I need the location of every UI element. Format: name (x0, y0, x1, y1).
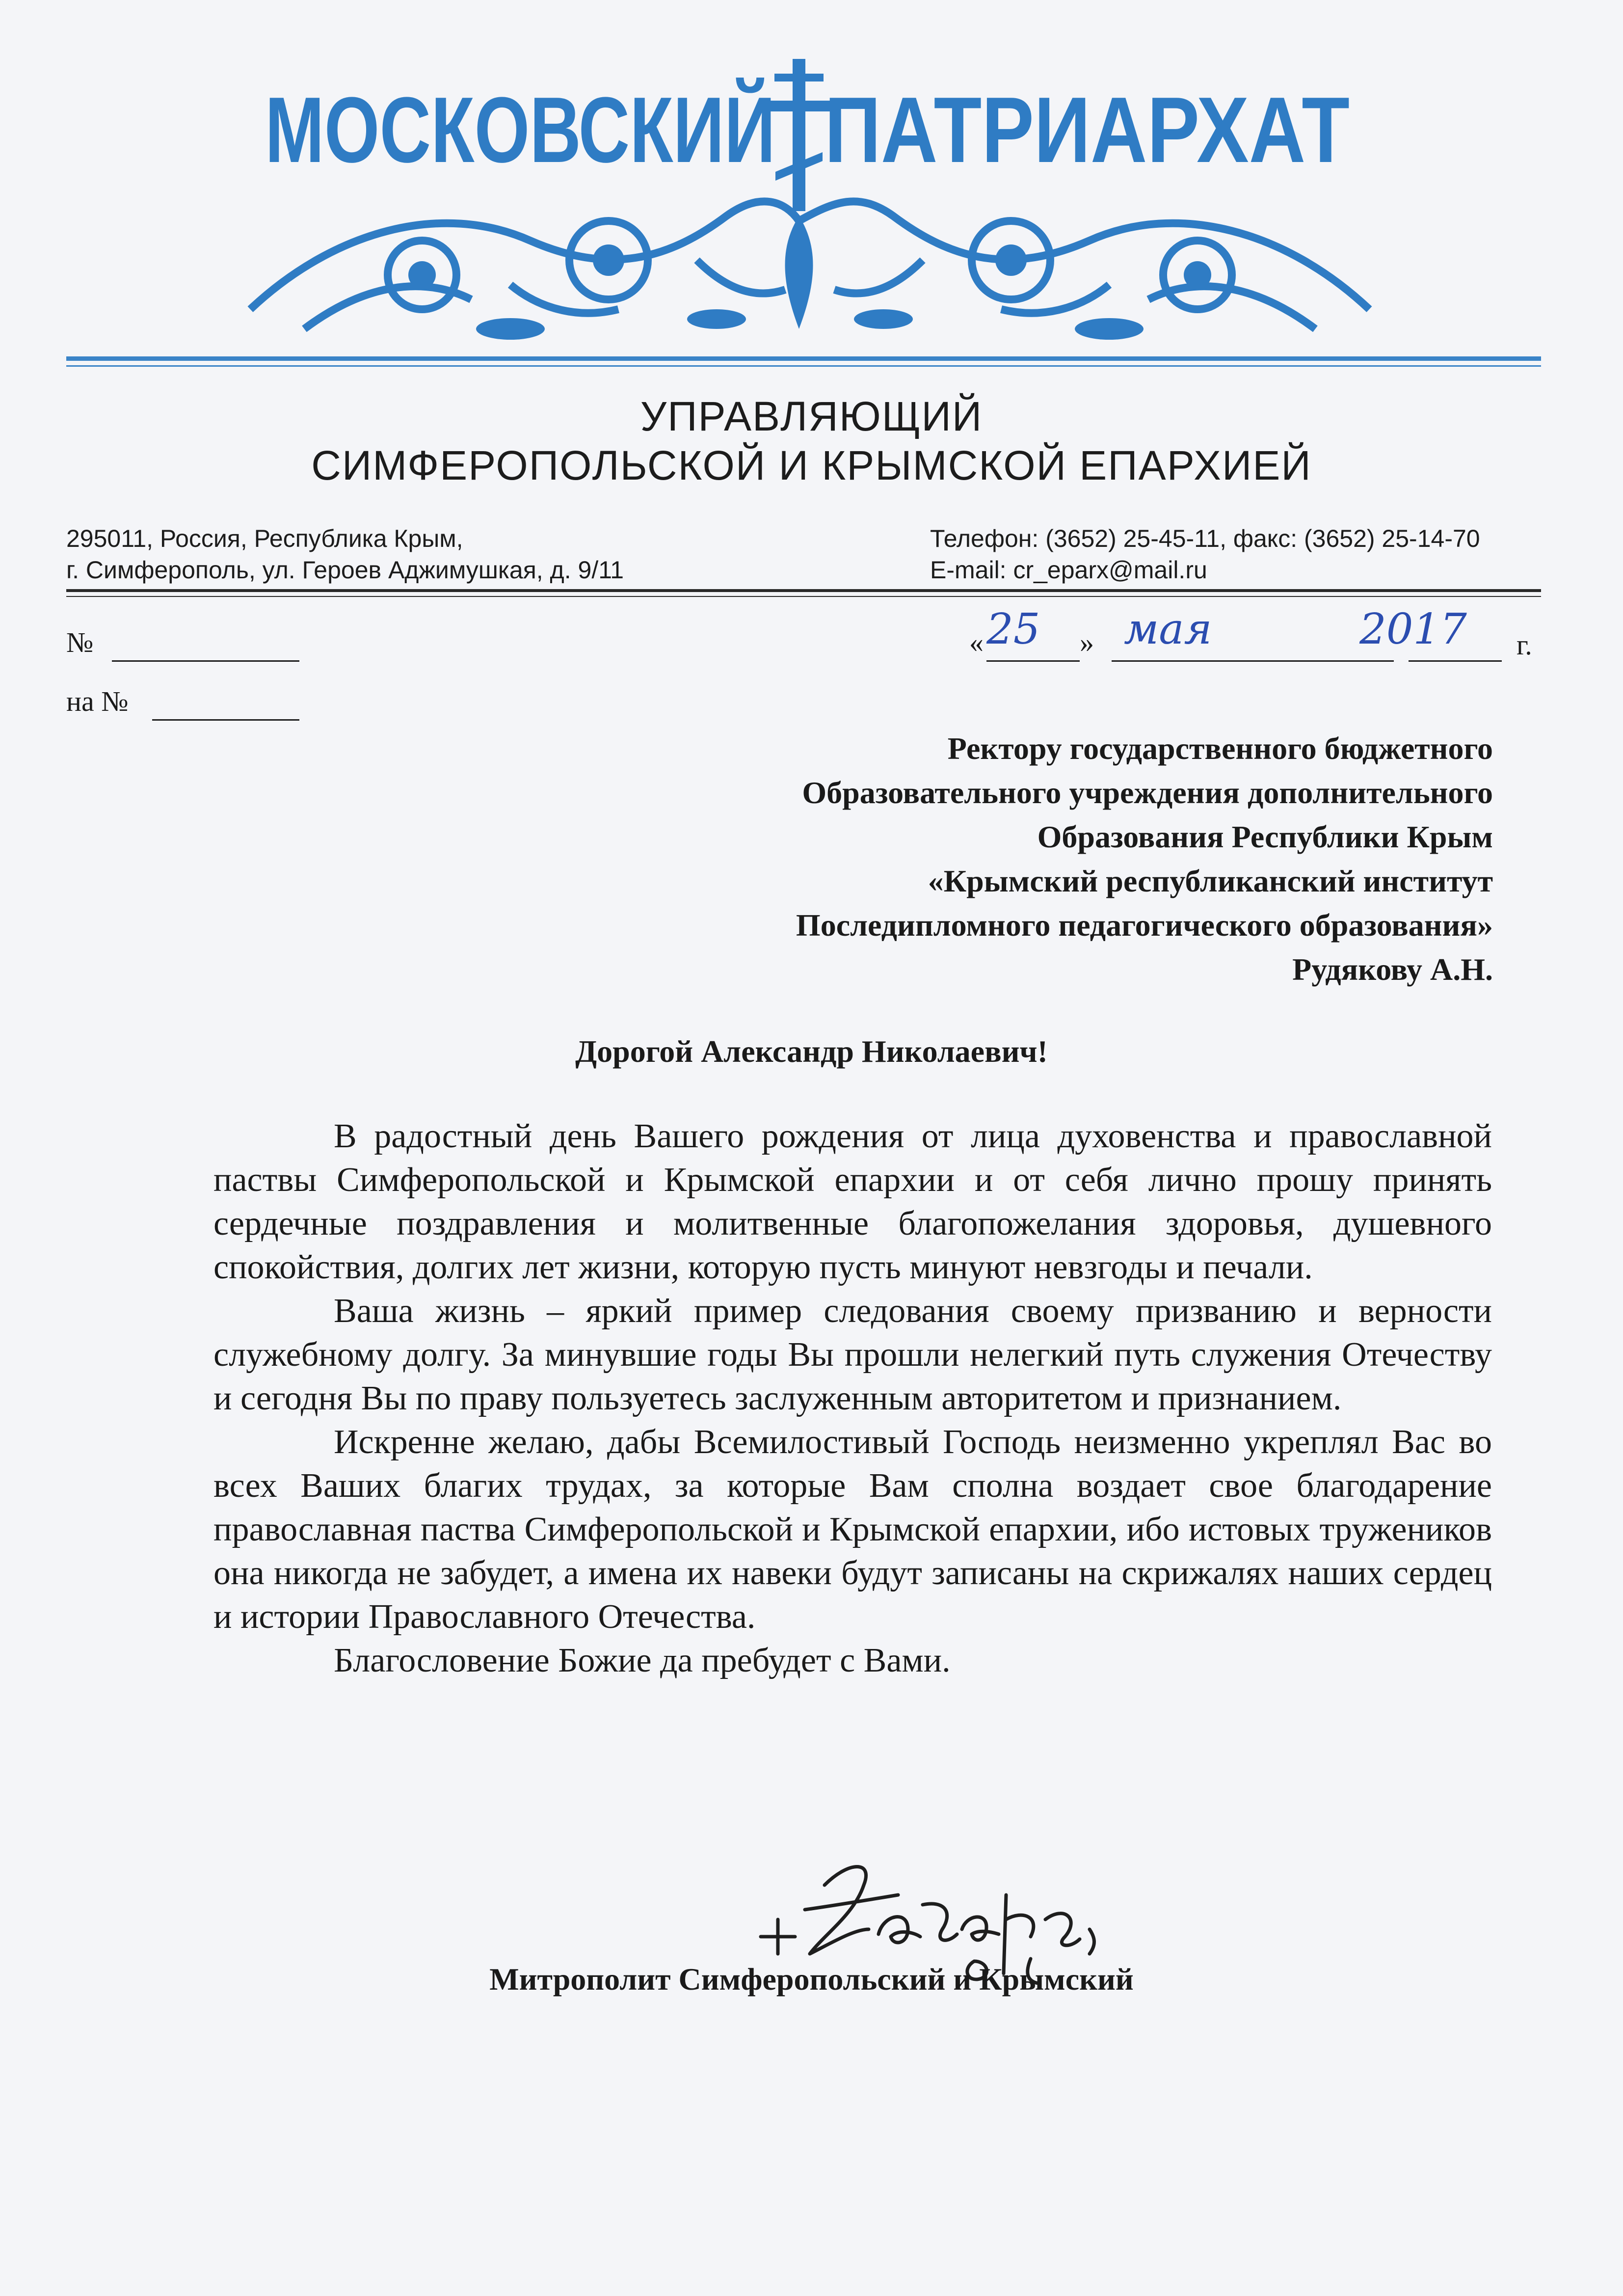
letterhead-rule-thin (66, 365, 1541, 367)
letterhead-title-line1: УПРАВЛЯЮЩИЙ (640, 393, 983, 439)
letterhead-rule (66, 356, 1541, 361)
signatory-title: Митрополит Симферопольский и Крымский (489, 1962, 1134, 1997)
patriarchate-logo (236, 54, 1384, 349)
header-divider-thin (66, 596, 1541, 597)
addressee-line: «Крымский республиканский институт (928, 864, 1493, 898)
date-day: 25 (986, 605, 1040, 654)
letter-body (213, 1114, 1492, 1682)
addressee-line: Образовательного учреждения дополнительного (802, 775, 1493, 810)
date-year-suffix: г. (1517, 629, 1532, 661)
date-day-line (986, 660, 1080, 662)
letterhead-title-line2: СИМФЕРОПОЛЬСКОЙ И КРЫМСКОЙ ЕПАРХИЕЙ (311, 442, 1312, 488)
reply-number-blank (152, 719, 299, 721)
body-paragraph: Ваша жизнь – яркий пример следования своему призванию и верности служебному долгу. За минувшие годы Вы прошли нелегкий путь служения Отечеству и сегодня Вы по праву пользуетесь заслуженным авторитетом и признанием. (213, 1292, 1492, 1417)
header-divider (66, 589, 1541, 592)
date-year: 2017 (1359, 605, 1467, 654)
addressee-line: Последипломного педагогического образования» (796, 908, 1493, 943)
logo-text-right: ПАТРИАРХАТ (825, 78, 1350, 182)
date-open-quote: « (969, 626, 984, 658)
body-paragraph: Искренне желаю, дабы Всемилостивый Господь неизменно укреплял Вас во всех Ваших благих трудах, за которые Вам сполна воздает свое благодарение православная паства Симферопольской и Крымской епархии, ибо истовых тружеников она никогда не забудет, а имена их навеки будут записаны на скрижалях наших сердец и истории Православного Отечества. (213, 1423, 1492, 1636)
number-label: № (66, 626, 94, 658)
logo-text-left: МОСКОВСКИЙ (265, 78, 934, 182)
addressee-name: Рудякову А.Н. (1292, 952, 1493, 987)
date-month-line (1112, 660, 1394, 662)
date-close-quote: » (1080, 626, 1094, 658)
addressee-block (796, 727, 1493, 992)
number-blank (112, 660, 299, 662)
date-year-line (1409, 660, 1502, 662)
body-paragraph: В радостный день Вашего рождения от лица духовенства и православной паствы Симферопольской и Крымской епархии и от себя лично прошу принять сердечные поздравления и молитвенные благопожелания здоровья, душевного спокойствия, долгих лет жизни, которую пусть минуют невзгоды и печали. (213, 1117, 1492, 1286)
greeting: Дорогой Александр Николаевич! (575, 1034, 1048, 1069)
reply-number-label: на № (66, 685, 129, 717)
date-month: мая (1124, 605, 1212, 654)
address-line: г. Симферополь, ул. Героев Аджимушкая, д. 9/11 (66, 556, 624, 584)
addressee-line: Ректору государственного бюджетного (947, 731, 1493, 766)
contact-block (930, 523, 1480, 586)
body-paragraph: Благословение Божие да пребудет с Вами. (334, 1642, 951, 1679)
address-block (66, 523, 624, 586)
phone-fax: Телефон: (3652) 25-45-11, факс: (3652) 25-14-70 (930, 525, 1480, 552)
addressee-line: Образования Республики Крым (1037, 819, 1493, 854)
email: E-mail: cr_eparx@mail.ru (930, 556, 1207, 584)
address-line: 295011, Россия, Республика Крым, (66, 525, 463, 552)
